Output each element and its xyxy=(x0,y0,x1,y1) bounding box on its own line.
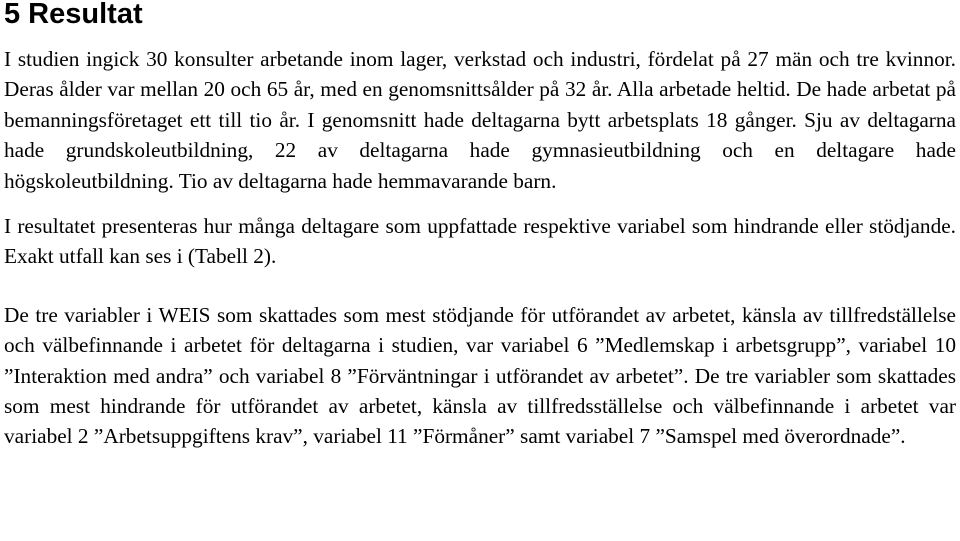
paragraph-participants: I studien ingick 30 konsulter arbetande inom lager, verkstad och industri, fördelat på 27 män och tre kvinnor. Deras ålder var mellan 20 och 65 år, med en genomsnittsålder på 32 år. Alla arbetade heltid. De hade arbetat på bemanningsföretaget ett till tio år. I genomsnitt hade deltagarna bytt arbetsplats 18 gånger. Sju av deltagarna hade grundskoleutbildning, 22 av deltagarna hade gymnasieutbildning och en deltagare hade högskoleutbildning. Tio av deltagarna hade hemmavarande barn. xyxy=(4,47,956,193)
document-page xyxy=(4,0,956,452)
section-heading: 5 Resultat xyxy=(4,0,143,30)
paragraph-results-intro: I resultatet presenteras hur många deltagare som uppfattade respektive variabel som hindrande eller stödjande. Exakt utfall kan ses i (Tabell 2). xyxy=(4,214,956,269)
paragraph-weis-variables: De tre variabler i WEIS som skattades som mest stödjande för utförandet av arbetet, känsla av tillfredställelse och välbefinnande i arbetet för deltagarna i studien, var variabel 6 ”Medlemskap i arbetsgrupp”, variabel 10 ”Interaktion med andra” och variabel 8 ”Förväntningar i utförandet av arbetet”. De tre variabler som skattades som mest hindrande för utförandet av arbetet, känsla av tillfredsställelse och välbefinnande i arbetet var variabel 2 ”Arbetsuppgiftens krav”, variabel 11 ”Förmåner” samt variabel 7 ”Samspel med överordnade”. xyxy=(4,302,956,449)
